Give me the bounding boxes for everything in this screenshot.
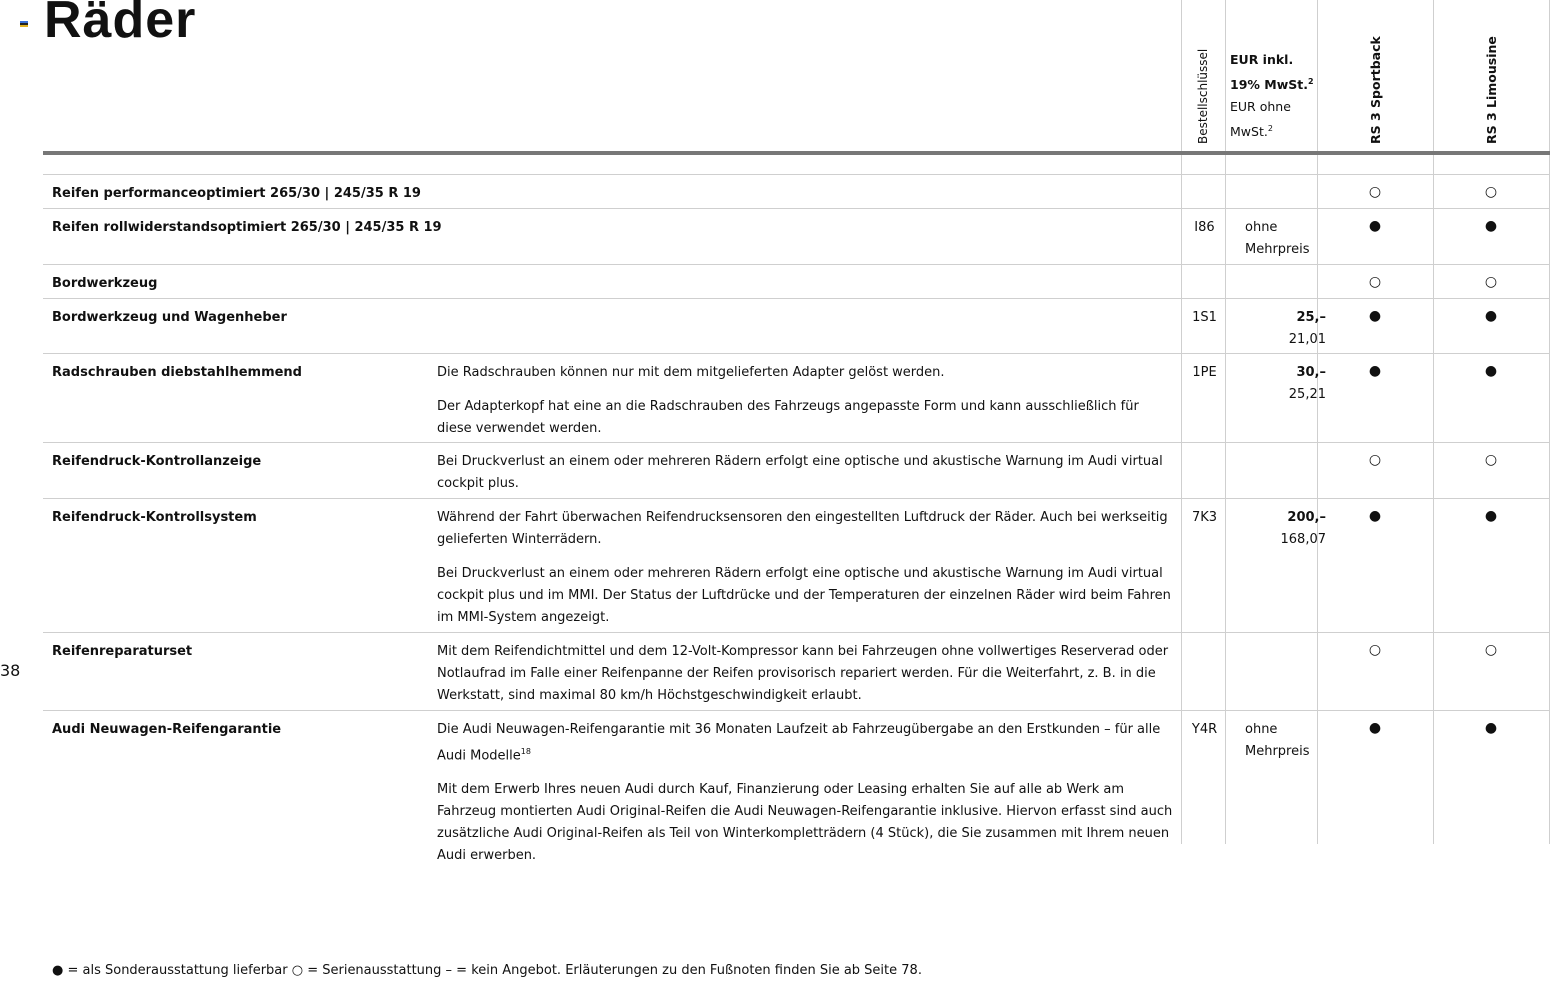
option-description: [437, 719, 1177, 867]
price-incl-vat: 200,–: [1287, 510, 1326, 525]
price-excl-vat: 25,21: [1288, 387, 1326, 402]
option-price: [1226, 507, 1326, 551]
footnote-ref: 2: [1267, 124, 1273, 134]
option-name: Reifen performanceoptimiert 265/30 | 245/35 R 19: [52, 186, 421, 201]
table-row: [43, 209, 1550, 265]
availability-sportback: ○: [1368, 452, 1382, 468]
option-name: Audi Neuwagen-Reifengarantie: [52, 722, 282, 737]
description-text: Mit dem Erwerb Ihres neuen Audi durch Kauf, Finanzierung oder Leasing erhalten Sie auf alle ab Werk am Fahrzeug montierten Audi Original-Reifen die Audi Neuwagen-Reifengarantie inklusive. Hiervon erfasst sind auch zusätzliche Audi Original-Reifen als Teil von Winterkompletträdern (4 Stück), die Sie zusammen mit Ihrem neuen Audi erwerben.: [437, 782, 1173, 864]
option-name: Radschrauben diebstahlhemmend: [52, 365, 302, 380]
header-price: [1230, 49, 1314, 143]
description-paragraph: [437, 563, 1177, 629]
availability-sportback: ●: [1368, 720, 1382, 736]
order-code: Y4R: [1191, 722, 1218, 737]
header-price-incl-1: EUR inkl.: [1230, 52, 1294, 67]
option-name: Bordwerkzeug: [52, 276, 158, 291]
description-text: Der Adapterkopf hat eine an die Radschrauben des Fahrzeugs angepasste Form und kann ausschließlich für diese verwendet werden.: [437, 399, 1139, 436]
availability-sportback: ○: [1368, 642, 1382, 658]
page-title: Räder: [44, 0, 197, 49]
table-row: [43, 265, 1550, 299]
footnote-ref: 2: [1308, 77, 1314, 86]
order-code: I86: [1194, 220, 1215, 235]
option-description: [437, 641, 1177, 707]
table-row: [43, 354, 1550, 443]
description-paragraph: [437, 451, 1177, 495]
availability-sportback: ●: [1368, 218, 1382, 234]
availability-limousine: ○: [1484, 274, 1498, 290]
table-row: [43, 175, 1550, 209]
price-incl-vat: ohne: [1245, 220, 1278, 235]
option-price: [1226, 362, 1326, 406]
option-name: Reifenreparaturset: [52, 644, 193, 659]
price-incl-vat: 25,–: [1296, 310, 1326, 325]
availability-limousine: ●: [1484, 308, 1498, 324]
price-excl-vat: 168,07: [1280, 532, 1326, 547]
option-name: Bordwerkzeug und Wagenheber: [52, 310, 287, 325]
price-excl-vat: 21,01: [1288, 332, 1326, 347]
order-code: 1PE: [1192, 365, 1217, 380]
table-row: [43, 299, 1550, 354]
availability-limousine: ○: [1484, 184, 1498, 200]
header-price-excl-1: EUR ohne: [1230, 99, 1291, 115]
description-text: Bei Druckverlust an einem oder mehreren Rädern erfolgt eine optische und akustische Warnung im Audi virtual cockpit plus.: [437, 454, 1163, 491]
price-incl-vat: 30,–: [1296, 365, 1326, 380]
availability-sportback: ○: [1368, 184, 1382, 200]
description-paragraph: [437, 362, 1177, 384]
flag-icon: [20, 21, 28, 27]
page-number: 38: [0, 661, 21, 680]
availability-limousine: ○: [1484, 642, 1498, 658]
description-paragraph: [437, 641, 1177, 707]
header-price-incl-2: 19% MwSt.: [1230, 77, 1308, 93]
availability-limousine: ●: [1484, 720, 1498, 736]
option-description: [437, 451, 1177, 495]
header-order-code: Bestellschlüssel: [1196, 48, 1210, 144]
description-paragraph: [437, 779, 1177, 867]
availability-sportback: ●: [1368, 308, 1382, 324]
option-description: [437, 507, 1177, 629]
option-name: Reifendruck-Kontrollsystem: [52, 510, 257, 525]
table-row: [43, 443, 1550, 499]
table-row: [43, 711, 1550, 864]
description-paragraph: [437, 507, 1177, 551]
description-text: Mit dem Reifendichtmittel und dem 12-Volt-Kompressor kann bei Fahrzeugen ohne vollwertiges Reserverad oder Notlaufrad im Falle einer Reifenpanne der Reifen provisorisch repariert werden. Für die Weiterfahrt, z. B. in die Werkstatt, sind maximal 80 km/h Höchstgeschwindigkeit erlaubt.: [437, 644, 1169, 703]
order-code: 1S1: [1192, 310, 1217, 325]
availability-sportback: ○: [1368, 274, 1382, 290]
availability-sportback: ●: [1368, 363, 1382, 379]
legend: ● = als Sonderausstattung lieferbar ○ = Serienausstattung – = kein Angebot. Erläuterungen zu den Fußnoten finden Sie ab Seite 78.: [52, 963, 922, 978]
availability-sportback: ●: [1368, 508, 1382, 524]
availability-limousine: ●: [1484, 218, 1498, 234]
description-paragraph: [437, 719, 1177, 767]
description-text: Die Audi Neuwagen-Reifengarantie mit 36 Monaten Laufzeit ab Fahrzeugübergabe an den Erstkunden – für alle Audi Modelle: [437, 722, 1161, 764]
description-text: Die Radschrauben können nur mit dem mitgelieferten Adapter gelöst werden.: [437, 365, 945, 380]
option-name: Reifen rollwiderstandsoptimiert 265/30 | 245/35 R 19: [52, 220, 442, 235]
description-text: Bei Druckverlust an einem oder mehreren Rädern erfolgt eine optische und akustische Warnung im Audi virtual cockpit plus und im MMI. Der Status der Luftdrücke und der Temperaturen der einzelnen Räder wird beim Fahren im MMI-System angezeigt.: [437, 566, 1171, 625]
description-paragraph: [437, 396, 1177, 440]
option-name: Reifendruck-Kontrollanzeige: [52, 454, 262, 469]
availability-limousine: ●: [1484, 363, 1498, 379]
price-incl-vat: ohne: [1245, 722, 1278, 737]
price-excl-vat: Mehrpreis: [1245, 744, 1310, 759]
option-price: [1226, 307, 1326, 351]
header-model-limousine: RS 3 Limousine: [1484, 36, 1499, 144]
header-rule: [43, 151, 1550, 155]
option-description: [437, 362, 1177, 440]
table-row: [43, 633, 1550, 711]
order-code: 7K3: [1191, 510, 1218, 525]
description-text: Während der Fahrt überwachen Reifendrucksensoren den eingestellten Luftdruck der Räder. Auch bei werkseitig gelieferten Winterrädern.: [437, 510, 1168, 547]
table-row: [43, 499, 1550, 633]
footnote-ref: 18: [520, 747, 531, 756]
availability-limousine: ●: [1484, 508, 1498, 524]
header-model-sportback: RS 3 Sportback: [1368, 36, 1383, 144]
availability-limousine: ○: [1484, 452, 1498, 468]
header-price-excl-2: MwSt.: [1230, 124, 1268, 140]
price-excl-vat: Mehrpreis: [1245, 242, 1310, 257]
